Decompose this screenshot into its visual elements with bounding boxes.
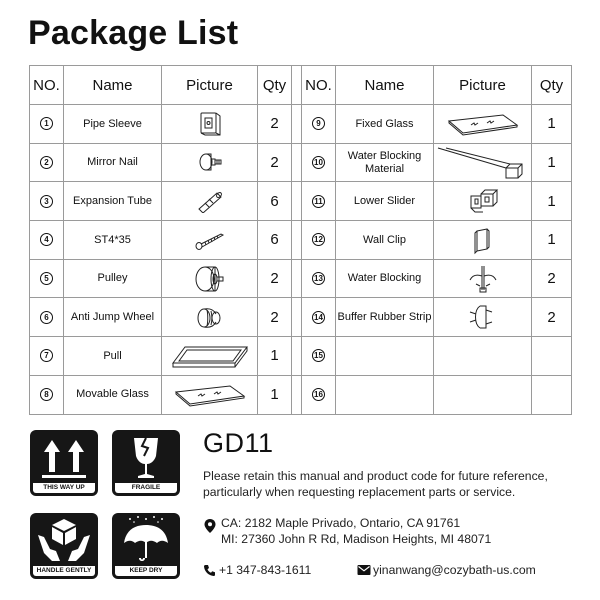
item-number: 6 bbox=[40, 311, 53, 324]
item-qty: 1 bbox=[532, 182, 572, 221]
pulley-icon bbox=[162, 259, 258, 298]
address-block bbox=[203, 515, 491, 547]
item-number: 7 bbox=[40, 349, 53, 362]
item-qty bbox=[532, 375, 572, 414]
expansion-tube-icon bbox=[162, 182, 258, 221]
water-blocking-material-icon bbox=[434, 143, 532, 182]
item-qty: 1 bbox=[532, 105, 572, 144]
header-name: Name bbox=[64, 66, 162, 105]
fixed-glass-icon bbox=[434, 105, 532, 144]
item-qty: 1 bbox=[532, 221, 572, 260]
item-number: 10 bbox=[312, 156, 325, 169]
mail-icon bbox=[357, 564, 371, 576]
item-name bbox=[336, 375, 434, 414]
keep-dry-caption: KEEP DRY bbox=[115, 566, 177, 576]
address-ca: CA: 2182 Maple Privado, Ontario, CA 91761 bbox=[221, 516, 461, 530]
header-picture: Picture bbox=[434, 66, 532, 105]
table-row bbox=[30, 221, 572, 260]
header-name: Name bbox=[336, 66, 434, 105]
item-name: Water Blocking Material bbox=[336, 143, 434, 182]
item-name: Expansion Tube bbox=[64, 182, 162, 221]
pipe-sleeve-icon bbox=[162, 105, 258, 144]
item-number: 3 bbox=[40, 195, 53, 208]
column-separator bbox=[292, 66, 302, 105]
this-way-up-caption: THIS WAY UP bbox=[33, 483, 95, 493]
item-number: 15 bbox=[312, 349, 325, 362]
fragile-caption: FRAGILE bbox=[115, 483, 177, 493]
table-row bbox=[30, 298, 572, 337]
item-qty bbox=[532, 337, 572, 376]
item-qty: 6 bbox=[258, 221, 292, 260]
hands-box-icon bbox=[30, 513, 98, 569]
page-title: Package List bbox=[28, 14, 239, 52]
item-number: 13 bbox=[312, 272, 325, 285]
item-name: ST4*35 bbox=[64, 221, 162, 260]
handle-gently-label bbox=[30, 513, 98, 579]
item-number: 12 bbox=[312, 233, 325, 246]
umbrella-icon bbox=[112, 513, 180, 569]
item-name: Lower Slider bbox=[336, 182, 434, 221]
item-name: Anti Jump Wheel bbox=[64, 298, 162, 337]
item-name: Pulley bbox=[64, 259, 162, 298]
item-name bbox=[336, 337, 434, 376]
package-list-table bbox=[29, 65, 572, 415]
fragile-label bbox=[112, 430, 180, 496]
item-qty: 2 bbox=[258, 143, 292, 182]
table-row bbox=[30, 182, 572, 221]
item-qty: 6 bbox=[258, 182, 292, 221]
item-name: Wall Clip bbox=[336, 221, 434, 260]
item-number: 8 bbox=[40, 388, 53, 401]
phone-icon bbox=[203, 564, 216, 577]
arrows-up-icon bbox=[30, 430, 98, 486]
mirror-nail-icon bbox=[162, 143, 258, 182]
location-pin-icon bbox=[203, 518, 217, 534]
lower-slider-icon bbox=[434, 182, 532, 221]
item-name: Fixed Glass bbox=[336, 105, 434, 144]
email-address: yinanwang@cozybath-us.com bbox=[373, 563, 536, 577]
table-row bbox=[30, 259, 572, 298]
item-qty: 1 bbox=[532, 143, 572, 182]
header-no: NO. bbox=[302, 66, 336, 105]
item-number: 9 bbox=[312, 117, 325, 130]
item-name: Water Blocking bbox=[336, 259, 434, 298]
address-mi: MI: 27360 John R Rd, Madison Heights, MI 48071 bbox=[221, 532, 492, 546]
table-row bbox=[30, 375, 572, 414]
header-no: NO. bbox=[30, 66, 64, 105]
item-qty: 2 bbox=[258, 259, 292, 298]
water-blocking-icon bbox=[434, 259, 532, 298]
item-number: 5 bbox=[40, 272, 53, 285]
item-name: Pipe Sleeve bbox=[64, 105, 162, 144]
item-qty: 1 bbox=[258, 375, 292, 414]
table-row bbox=[30, 337, 572, 376]
table-row bbox=[30, 143, 572, 182]
keep-dry-label bbox=[112, 513, 180, 579]
item-name: Movable Glass bbox=[64, 375, 162, 414]
model-code: GD11 bbox=[203, 428, 274, 458]
table-row bbox=[30, 105, 572, 144]
item-name: Pull bbox=[64, 337, 162, 376]
anti-jump-wheel-icon bbox=[162, 298, 258, 337]
item-number: 14 bbox=[312, 311, 325, 324]
pull-handle-icon bbox=[162, 337, 258, 376]
item-name: Buffer Rubber Strip bbox=[336, 298, 434, 337]
item-qty: 2 bbox=[532, 259, 572, 298]
this-way-up-label bbox=[30, 430, 98, 496]
item-number: 16 bbox=[312, 388, 325, 401]
screw-icon bbox=[162, 221, 258, 260]
item-number: 4 bbox=[40, 233, 53, 246]
item-number: 11 bbox=[312, 195, 325, 208]
phone-contact bbox=[203, 563, 311, 577]
item-number: 1 bbox=[40, 117, 53, 130]
broken-glass-icon bbox=[112, 430, 180, 486]
wall-clip-icon bbox=[434, 221, 532, 260]
item-qty: 2 bbox=[532, 298, 572, 337]
header-picture: Picture bbox=[162, 66, 258, 105]
item-qty: 1 bbox=[258, 337, 292, 376]
movable-glass-icon bbox=[162, 375, 258, 414]
item-qty: 2 bbox=[258, 298, 292, 337]
header-qty: Qty bbox=[258, 66, 292, 105]
email-contact bbox=[357, 563, 536, 577]
item-qty: 2 bbox=[258, 105, 292, 144]
buffer-rubber-strip-icon bbox=[434, 298, 532, 337]
header-qty: Qty bbox=[532, 66, 572, 105]
handle-gently-caption: HANDLE GENTLY bbox=[33, 566, 95, 576]
item-number: 2 bbox=[40, 156, 53, 169]
phone-number: +1 347-843-1611 bbox=[219, 563, 312, 577]
retain-manual-notice: Please retain this manual and product code for future reference, particularly when requesting replacement parts or service. bbox=[203, 469, 548, 499]
item-name: Mirror Nail bbox=[64, 143, 162, 182]
